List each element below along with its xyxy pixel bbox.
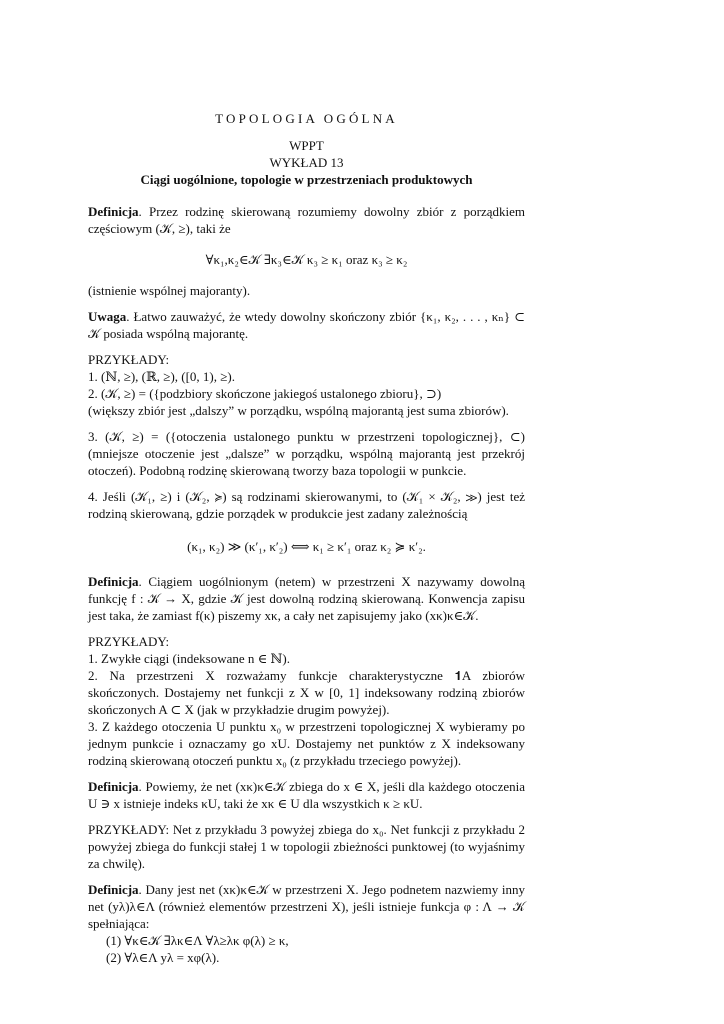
course-title: TOPOLOGIA OGÓLNA — [215, 111, 398, 126]
definition-subnet — [88, 881, 525, 932]
definition-convergence — [88, 778, 525, 812]
org-name: WPPT — [289, 138, 324, 153]
example-item: 2. Na przestrzeni X rozważamy funkcje charakterystyczne 𝟏A zbiorów skończonych. Dostajemy net funkcji z X w [0, 1] indeksowany rodziną zbiorów skończonych A ⊂ X (jak w przykładzie drugim powyżej). — [88, 668, 525, 717]
lecture-page — [88, 108, 525, 966]
definition-text: . Przez rodzinę skierowaną rozumiemy dowolny zbiór z porządkiem częściowym (𝒦, ≥), taki że — [88, 204, 525, 236]
examples-section-3: PRZYKŁADY: Net z przykładu 3 powyżej zbiega do x₀. Net funkcji z przykładu 2 powyżej zbiega do funkcji stałej 1 w topologii zbieżności punktowej (to wyjaśnimy za chwilę). — [88, 822, 525, 871]
examples-section-2 — [88, 633, 525, 769]
subnet-conditions — [88, 932, 525, 966]
example-item: (większy zbiór jest „dalszy” w porządku, wspólną majorantą jest suma zbiorów). — [88, 403, 509, 418]
examples-heading: PRZYKŁADY: — [88, 352, 170, 367]
subnet-condition: (1) ∀κ∈𝒦 ∃λκ∈Λ ∀λ≥λκ φ(λ) ≥ κ, — [106, 933, 289, 948]
lecture-subtitle: Ciągi uogólnione, topologie w przestrzeniach produktowych — [140, 172, 473, 187]
example-item: 1. (ℕ, ≥), (ℝ, ≥), ([0, 1), ≥). — [88, 369, 235, 384]
header-block — [88, 137, 525, 188]
lecture-number: WYKŁAD 13 — [269, 155, 344, 170]
example-item: 2. (𝒦, ≥) = ({podzbiory skończone jakiegoś ustalonego zbioru}, ⊃) — [88, 386, 442, 401]
example-item: 1. Zwykłe ciągi (indeksowane n ∈ ℕ). — [88, 651, 291, 666]
definition-text: . Dany jest net (xκ)κ∈𝒦 w przestrzeni X. Jego podnetem nazwiemy inny net (yλ)λ∈Λ (również elementów przestrzeni X), jeśli istnieje funkcja φ : Λ → 𝒦 spełniająca: — [88, 882, 525, 931]
definition-text: . Powiemy, że net (xκ)κ∈𝒦 zbiega do x ∈ X, jeśli dla każdego otoczenia U ∋ x istnieje indeks κU, taki że xκ ∈ U dla wszystkich κ ≥ κU. — [88, 779, 525, 811]
product-order-formula: (κ₁, κ₂) ≫ (κ′₁, κ′₂) ⟺ κ₁ ≥ κ′₁ oraz κ₂ ≽ κ′₂. — [187, 539, 426, 554]
majorant-formula: ∀κ₁,κ₂∈𝒦 ∃κ₃∈𝒦 κ₃ ≥ κ₁ oraz κ₃ ≥ κ₂ — [205, 252, 408, 267]
definition-text: . Ciągiem uogólnionym (netem) w przestrzeni X nazywamy dowolną funkcję f : 𝒦 → X, gdzie 𝒦 jest dowolną rodziną skierowaną. Konwencja zapisu jest taka, że zamiast f(κ) piszemy xκ, a cały net zapisujemy jako (xκ)κ∈𝒦. — [88, 574, 525, 623]
example-item: 3. (𝒦, ≥) = ({otoczenia ustalonego punktu w przestrzeni topologicznej}, ⊂) (mniejsze otoczenie jest „dalsze” w porządku, wspólną majorantą jest przekrój otoczeń). Podobną rodzinę skierowaną tworzy baza topologii w punkcie. — [88, 429, 525, 478]
definition-label: Definicja — [88, 882, 139, 897]
definition-net — [88, 573, 525, 624]
examples-heading: PRZYKŁADY: — [88, 634, 170, 649]
remark-paragraph — [88, 308, 525, 342]
remark-label: Uwaga — [88, 309, 127, 324]
definition-label: Definicja — [88, 574, 139, 589]
majorant-note: (istnienie wspólnej majoranty). — [88, 283, 251, 298]
subnet-condition: (2) ∀λ∈Λ yλ = xφ(λ). — [106, 950, 220, 965]
examples-section-1 — [88, 351, 525, 555]
example-item: 3. Z każdego otoczenia U punktu x₀ w przestrzeni topologicznej X wybieramy po jednym punkcie i oznaczamy go xU. Dostajemy net punktów z X indeksowany rodziną skierowaną otoczeń punktu x₀ (z przykładu trzeciego powyżej). — [88, 719, 525, 768]
definition-label: Definicja — [88, 779, 139, 794]
definition-label: Definicja — [88, 204, 139, 219]
example-item: 4. Jeśli (𝒦₁, ≥) i (𝒦₂, ≽) są rodzinami skierowanymi, to (𝒦₁ × 𝒦₂, ≫) jest też rodziną skierowaną, gdzie porządek w produkcie jest zadany zależnością — [88, 489, 525, 521]
definition-directed-family — [88, 203, 525, 237]
remark-text: . Łatwo zauważyć, że wtedy dowolny skończony zbiór {κ₁, κ₂, . . . , κₙ} ⊂ 𝒦 posiada wspólną majorantę. — [88, 309, 525, 341]
